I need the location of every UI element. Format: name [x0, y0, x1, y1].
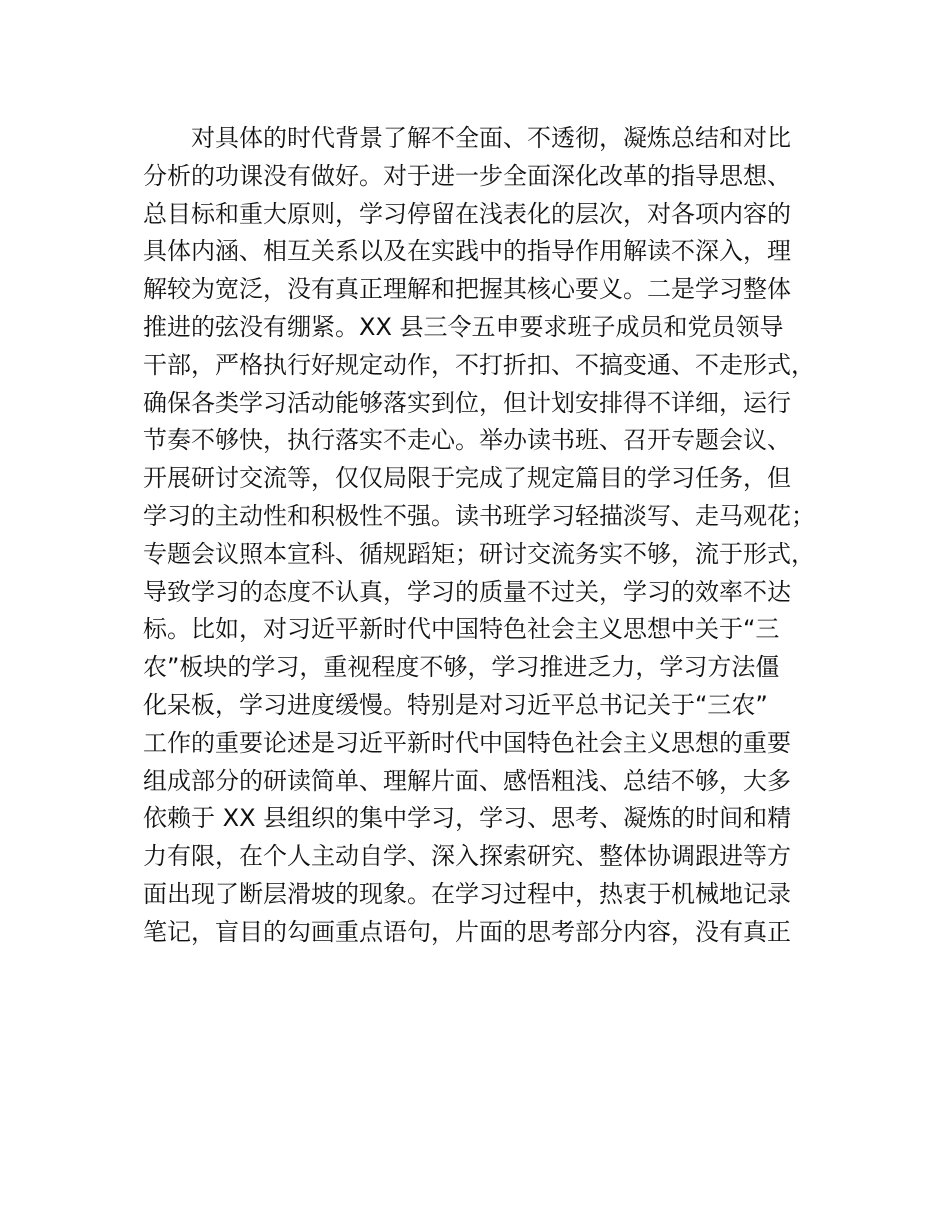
text-line: 开展研讨交流等，仅仅局限于完成了规定篇目的学习任务，但 — [143, 464, 791, 493]
text-line: 力有限，在个人主动自学、深入探索研究、整体协调跟进等方 — [143, 842, 791, 871]
text-line: 专题会议照本宣科、循规蹈矩；研讨交流务实不够，流于形式， — [143, 539, 815, 568]
text-line: 确保各类学习活动能够落实到位，但计划安排得不详细，运行 — [143, 388, 791, 417]
body-paragraph — [143, 120, 833, 952]
text-line: 组成部分的研读简单、理解片面、感悟粗浅、总结不够，大多 — [143, 766, 791, 795]
text-line: 农”板块的学习，重视程度不够，学习推进乏力，学习方法僵 — [143, 653, 780, 682]
text-line: 解较为宽泛，没有真正理解和把握其核心要义。二是学习整体 — [143, 275, 791, 304]
text-line: 笔记，盲目的勾画重点语句，片面的思考部分内容，没有真正 — [143, 917, 791, 946]
text-line: 依赖于 XX 县组织的集中学习，学习、思考、凝炼的时间和精 — [143, 804, 792, 833]
text-line: 标。比如，对习近平新时代中国特色社会主义思想中关于“三 — [143, 615, 780, 644]
text-line: 化呆板，学习进度缓慢。特别是对习近平总书记关于“三农” — [143, 690, 768, 719]
text-line: 工作的重要论述是习近平新时代中国特色社会主义思想的重要 — [143, 728, 791, 757]
text-line: 推进的弦没有绷紧。XX 县三令五申要求班子成员和党员领导 — [143, 312, 784, 341]
text-line: 分析的功课没有做好。对于进一步全面深化改革的指导思想、 — [143, 161, 791, 190]
text-line: 对具体的时代背景了解不全面、不透彻，凝炼总结和对比 — [143, 124, 791, 152]
text-line: 导致学习的态度不认真，学习的质量不过关，学习的效率不达 — [143, 577, 791, 606]
text-line: 干部，严格执行好规定动作，不打折扣、不搞变通、不走形式， — [143, 350, 815, 379]
text-line: 面出现了断层滑坡的现象。在学习过程中，热衷于机械地记录 — [143, 879, 791, 908]
text-line: 总目标和重大原则，学习停留在浅表化的层次，对各项内容的 — [143, 199, 791, 228]
text-line: 具体内涵、相互关系以及在实践中的指导作用解读不深入，理 — [143, 237, 791, 266]
text-line: 学习的主动性和积极性不强。读书班学习轻描淡写、走马观花； — [143, 501, 815, 530]
text-line: 节奏不够快，执行落实不走心。举办读书班、召开专题会议、 — [143, 426, 791, 455]
